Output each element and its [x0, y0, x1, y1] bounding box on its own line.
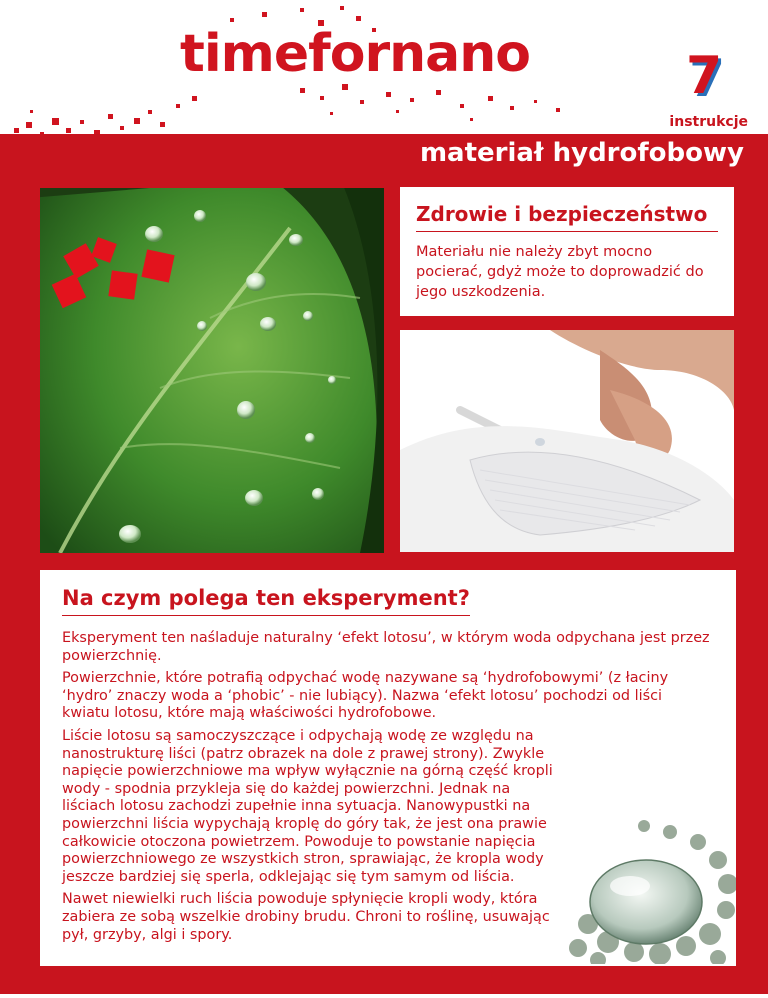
experiment-box: [40, 570, 736, 966]
safety-text: Materiału nie należy zbyt mocno pocierać, gdyż może to doprowadzić do jego uszkodzenia.: [416, 244, 704, 300]
section-label: instrukcje: [669, 114, 748, 130]
safety-title: Zdrowie i bezpieczeństwo: [416, 201, 718, 232]
issue-number: 7: [686, 46, 723, 106]
hand-with-pipette-photo: [400, 330, 734, 552]
experiment-paragraph: Liście lotosu są samoczyszczące i odpychają wodę ze względu na nanostrukturę liści (patrz obrazek na dole z prawej strony). Zwykle napięcie powierzchniowe ma wpływ wyłącznie na górną część kropli wody - spodnia przykleja się do każdej powierzchni. Jednak na liściach lotosu zachodzi zupełnie inna sytuacja. Nanowypustki na powierzchni liścia wypychają kroplę do góry tak, że jest ona prawie całkowicie otoczona powietrzem. Powoduje to powstanie napięcia powierzchniowego ze wszystkich stron, sprawiając, że kropla wody jeszcze bardziej się sperla, odklejając się tym samym od liścia.: [62, 727, 553, 885]
experiment-paragraph: Nawet niewielki ruch liścia powoduje spłynięcie kropli wody, która zabiera ze sobą wszelkie drobiny brudu. Chroni to roślinę, usuwając pył, grzyby, algi i spory.: [62, 891, 550, 943]
nanostructure-droplet-photo: [568, 814, 736, 964]
experiment-title: Na czym polega ten eksperyment?: [62, 584, 470, 616]
experiment-paragraph: Eksperyment ten naśladuje naturalny ‘efekt lotosu’, w którym woda odpychana jest przez powierzchnię.: [62, 630, 710, 664]
timefornano-logo: timefornano: [180, 24, 530, 84]
page-title: materiał hydrofobowy: [419, 138, 744, 168]
lotus-leaf-photo: [40, 188, 384, 553]
safety-box: [400, 187, 734, 316]
experiment-paragraph: Powierzchnie, które potrafią odpychać wodę nazywane są ‘hydrofobowymi’ (z łaciny ‘hydro’ znaczy woda a ‘phobic’ - nie lubiący). Nazwa ‘efekt lotosu’ pochodzi od liści kwiatu lotosu, które mają właściwości hydrofobowe.: [62, 670, 669, 722]
